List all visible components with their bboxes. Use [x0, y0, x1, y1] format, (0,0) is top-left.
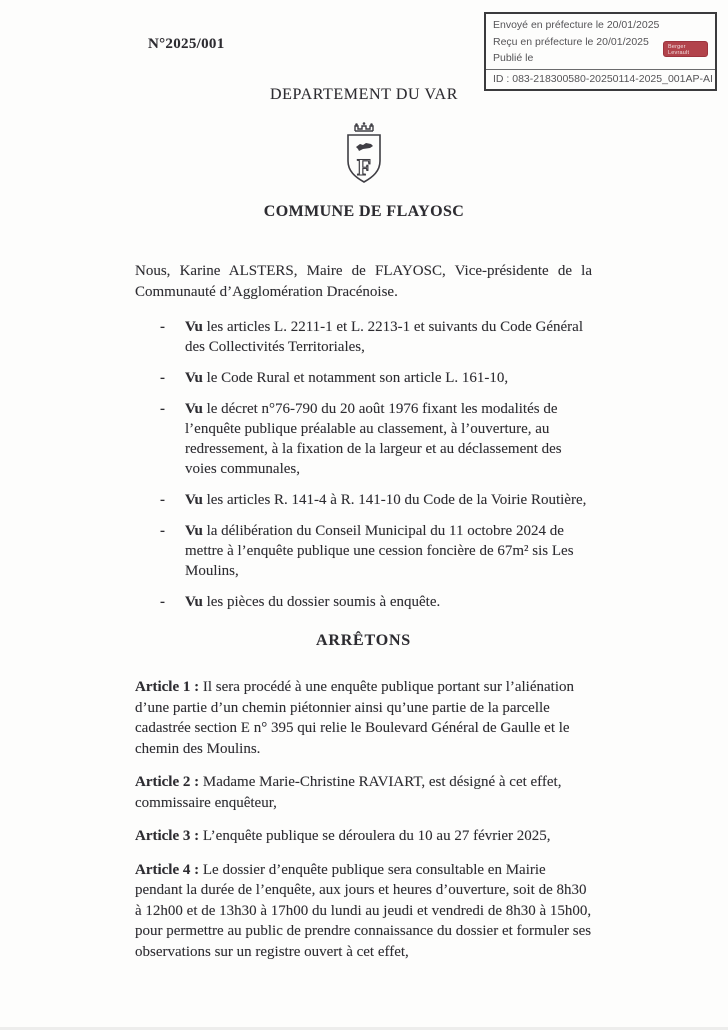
dash-bullet-icon: -: [160, 523, 165, 539]
article-paragraph: [135, 860, 592, 963]
department-title: DEPARTEMENT DU VAR: [270, 86, 458, 103]
vu-lead: Vu: [185, 319, 203, 335]
logo-line-2: Levrault: [668, 50, 690, 56]
article-text: L’enquête publique se déroulera du 10 au 27 février 2025,: [202, 828, 551, 844]
dash-bullet-icon: -: [160, 401, 165, 417]
stamp-id-line: ID : 083-218300580-20250114-2025_001AP-AI: [486, 69, 715, 89]
vu-text: le Code Rural et notamment son article L. 161-10,: [206, 370, 509, 386]
vu-text: la délibération du Conseil Municipal du 11 octobre 2024 de mettre à l’enquête publique une cession foncière de 67m² sis Les Moulins,: [185, 523, 574, 579]
article-paragraph: [135, 826, 592, 847]
vu-text: le décret n°76-790 du 20 août 1976 fixant les modalités de l’enquête publique préalable au classement, à l’ouverture, au redressement, à la fixation de la largeur et au déclassement des voies communales,: [185, 401, 562, 477]
article-text: Madame Marie-Christine RAVIART, est désigné à cet effet, commissaire enquêteur,: [135, 774, 562, 811]
document-number: N°2025/001: [148, 36, 225, 52]
vu-item: [135, 521, 592, 581]
intro-paragraph: Nous, Karine ALSTERS, Maire de FLAYOSC, Vice-présidente de la Communauté d’Agglomération Dracénoise.: [135, 263, 592, 300]
vu-item: [135, 490, 592, 510]
dash-bullet-icon: -: [160, 492, 165, 508]
stamp-published-line: Publié le: [493, 52, 534, 64]
vu-item: [135, 317, 592, 357]
vu-lead: Vu: [185, 594, 203, 610]
article-label: Article 1 :: [135, 679, 200, 695]
logo-line-1: Berger: [668, 43, 686, 50]
article-paragraph: [135, 677, 592, 759]
dash-bullet-icon: -: [160, 594, 165, 610]
article-label: Article 4 :: [135, 861, 200, 878]
decision-heading: ARRÊTONS: [315, 632, 412, 649]
vu-list: [135, 317, 592, 612]
vu-lead: Vu: [185, 523, 203, 539]
vu-item: [135, 368, 592, 388]
vu-text: les articles L. 2211-1 et L. 2213-1 et suivants du Code Général des Collectivités Territoriales,: [185, 319, 583, 355]
vu-text: les pièces du dossier soumis à enquête.: [206, 594, 441, 610]
vu-text: les articles R. 141-4 à R. 141-10 du Code de la Voirie Routière,: [206, 492, 587, 508]
vu-item: [135, 399, 592, 479]
commune-crest-icon: [0, 118, 728, 197]
article-text: Il sera procédé à une enquête publique portant sur l’aliénation d’une partie d’un chemin piétonnier ainsi qu’une partie de la parcelle cadastrée section E n° 395 qui relie le Boulevard Général de Gaulle et le chemin des Moulins.: [135, 679, 574, 757]
article-text: Le dossier d’enquête publique sera consultable en Mairie pendant la durée de l’enquête, aux jours et heures d’ouverture, soit de 8h30 à 12h00 et de 13h30 à 17h00 du lundi au jeudi et vendredi de 8h30 à 15h00, pour permettre au public de prendre connaissance du dossier et formuler ses observations sur un registre ouvert à cet effet,: [135, 861, 592, 960]
vu-lead: Vu: [185, 401, 203, 417]
article-label: Article 2 :: [135, 774, 200, 790]
prefecture-stamp-box: [484, 12, 717, 91]
vu-lead: Vu: [185, 492, 203, 508]
berger-levrault-logo-icon: [663, 41, 708, 57]
article-paragraph: [135, 772, 592, 813]
stamp-received-line: Reçu en préfecture le 20/01/2025: [493, 35, 649, 48]
commune-title: COMMUNE DE FLAYOSC: [263, 203, 465, 220]
vu-lead: Vu: [185, 370, 203, 386]
dash-bullet-icon: -: [160, 370, 165, 386]
article-label: Article 3 :: [135, 828, 200, 844]
vu-item: [135, 592, 592, 612]
document-body: [135, 261, 592, 962]
stamp-sent-line: Envoyé en préfecture le 20/01/2025: [493, 19, 660, 31]
crest-letter: F: [356, 155, 372, 180]
dash-bullet-icon: -: [160, 319, 165, 335]
